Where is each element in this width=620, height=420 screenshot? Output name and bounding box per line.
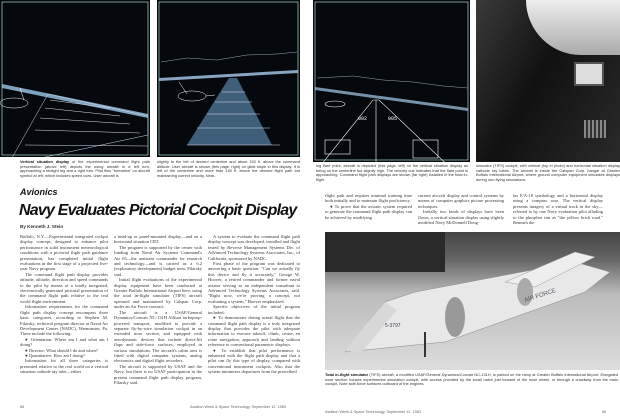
horizontal-display [584,120,606,138]
serial-marking: 5-3797 [385,323,401,329]
aircraft-photo [325,232,620,370]
section-kicker: Avionics [20,187,58,197]
body-column-3: A system to evaluate the command flight path display concept was developed, installed and flight tested by Reverse Management Systems Div. of Advanced Technology Systems Associates, Inc., of California, sponsored by NADC. First phase of the program was dedicated to answering a basic question: "Can we actually fly this device and fly it accurately," George W. Hoover, a retired commander and former naval aviator serving as an independent consultant to Advanced Technology Systems Associates, said. "Right now, we're proving a concept, not evaluating a system," Hoover emphasized. Specific objectives of the initial program included: ● To demonstrate during actual flight that the command flight path display is a truly integrated display that provides the pilot with adequate information to execute takeoff, climb, cruise, en route navigation, approach and landing without reference to conventional parametric displays. ● To establish that pilot performance is enhanced with the flight path display and that a pilot can fly this type of display, compared with conventional instrument cockpits. Also that the system minimizes departures from the prescribed [208,234,300,375]
display-photo-left-turn [0,0,150,157]
body-column-5: current aircraft display and control systems by means of computer graphics picture processing techniques. Initially two kinds of displays have been flown, a vertical situation display using slightly modified Navy McDonnell Doug- [418,193,504,226]
byline: By Kenneth J. Stein [20,224,64,229]
crt-display [574,62,604,86]
caption-3: ing flare point, aircraft is depicted (this page, left) on the vertical situation display as being on the centerline but slightly high. The velocity cue indicates that the flare point is approaching. Command flight path displays are shown (far right) installed in the total in-flight [316,163,468,182]
body-column-2: a head-up or panel-mounted display—and on a horizontal situation CRT. The program is supported by the center with funding from Naval Air Systems Command's Air 03—the assistant commander for research and technology—and is carried as a 6.2 (exploratory development) budget item, Filarsky said. Initial flight evaluations of the experimental display equipment have been conducted at Greater Buffalo International Airport here, using the total in-flight simulator (TIFS) aircraft operated and maintained by Calspan Corp. under an Air Force contract. The aircraft is a USAF/General Dynamics/Convair NC-131H Allison turboprop-powered transport, modified to provide a separate fly-by-wire simulation cockpit in an extended nose section, and equipped with aerodynamic devices that include direct-lift flaps and side-force surfaces, employed in various simulations. The aircraft's cabin area is fitted with digital computer systems, analog electronics and digital flight recorders. The aircraft is supported by USAF and the Navy, but there is no USAF participation in the present command flight path display program, Filarsky said. [114,234,202,385]
page-number-left: 88 [20,405,25,409]
display-photo-flare [313,0,470,162]
display-photo-glide-slope [157,0,300,157]
readout-left: 002 [358,116,368,122]
tail-marking: AIR FORCE [523,288,557,304]
body-column-4: flight path and requires minimal training time both initially and to maintain flight proficiency. ● To prove that the avionic system required to generate the command flight path display can be achieved by modifying [325,193,412,220]
body-column-6: las F/A-18 symbology and a horizontal display using a compass rose. The vertical display presents imagery of a virtual track in the sky—referred to by one Navy evaluation pilot alluding to the phosphor tint as "the yellow brick road." Beneath the [513,193,603,226]
footer-publication-right: Aviation Week & Space Technology, September 12, 1983 [325,410,421,414]
headline: Navy Evaluates Pictorial Cockpit Display [19,202,297,219]
aircraft-photo-caption: Total in-flight simulator (TIFS) aircraft, a modified USAF/General Dynamics/Convair NC-131H, is parked on the ramp at Greater Buffalo International Airport. Elongated nose section houses experimental simulation cockpit, with access provided by the small hatch just forward of the nose wheel, or through a crawlway from the main cockpit. Note side-force surfaces outboard of the engines. [325,372,619,387]
caption-1: Vertical situation display of the experimental command flight path presentation (above left) depicts the using aircraft in a left turn, approaching a straight leg and a right turn. Pilot flies "formation" on aircraft symbol at left, which includes speed cues. User aircraft is [20,159,151,178]
body-column-1: Buffalo, N.Y.—Experimental integrated cockpit display concept, designed to enhance pilot performance in solid instrument meteorological conditions with a pictorial flight path guidance presentation, has completed initial flight evaluations in the first stage of a projected five-year Navy program. The command flight path display provides attitude, altitude, direction and speed commands to the pilot by means of a totally integrated, electronically generated pictorial presentation of the command flight path relative to the real world flight environment. Information requirements for the command flight path display concept encompass three basic categories, according to Stephen M. Filarsky, technical program director at Naval Air Development Center (NADC), Warminster, Pa. These include the following: ● Orientation: Where am I and what am I doing? ● Director: What should I do and when? ● Quantitative: How am I doing? Information for all three categories is presented relative to the real world on a vertical situation cathode ray tube—either [20,234,108,375]
readout-right: 005 [388,116,398,122]
caption-2: slightly to the left of desired centerline and about 150 ft. above the command altitude. User aircraft is shown (this page, right) on glide slope in this display. It is left of the centerline and more than 150 ft. above the desired flight path but maintaining correct velocity. Near- [157,159,300,178]
cockpit-photo [476,0,620,162]
caption-4: simulator (TIFS) cockpit, with vertical (top in photo) and horizontal situation display cathode ray tubes. The aircraft is inside the Calspan Corp. hangar at Greater Buffalo International Airport, where ground computer equipment simulates displays during non-flying simulations. [476,163,620,182]
page-number-right: 89 [602,410,607,414]
windshield [526,0,620,55]
footer-publication-left: Aviation Week & Space Technology, September 12, 1983 [190,405,286,409]
